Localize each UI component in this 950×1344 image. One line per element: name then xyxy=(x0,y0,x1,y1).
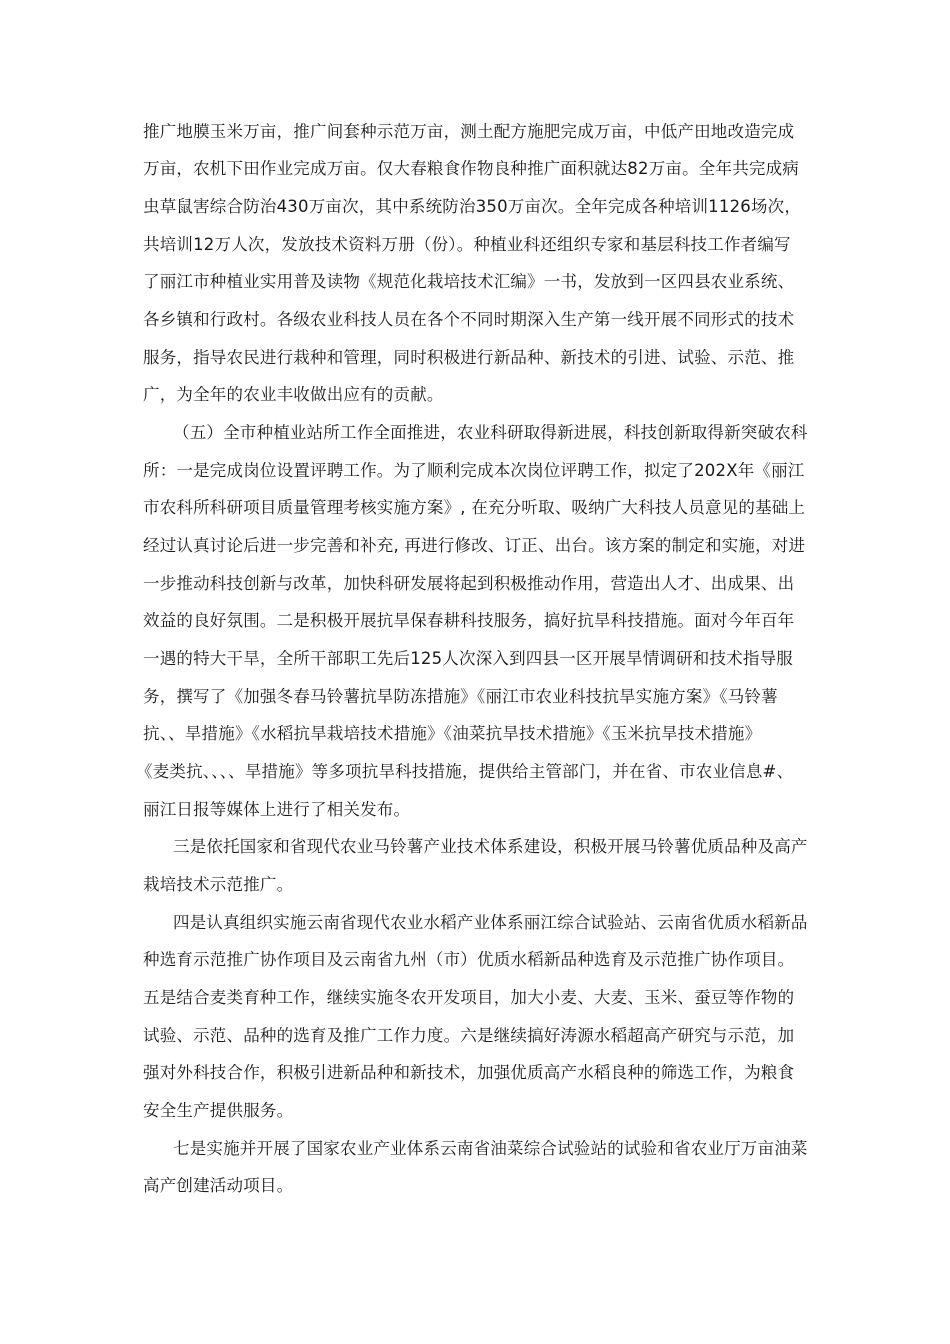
text-line: 《麦类抗、、、、旱措施》等多项抗旱科技措施，提供给主管部门，并在省、市农业信息#、 xyxy=(136,762,794,781)
text-line: 一遇的特大干旱，全所干部职工先后125人次深入到四县一区开展旱情调研和技术指导服 xyxy=(143,649,793,668)
text-line: 广，为全年的农业丰收做出应有的贡献。 xyxy=(143,385,444,404)
text-line: 虫草鼠害综合防治430万亩次，其中系统防治350万亩次。全年完成各种培训1126场次， xyxy=(143,197,802,216)
text-line: 丽江日报等媒体上进行了相关发布。 xyxy=(143,800,411,819)
text-line: 种选育示范推广协作项目及云南省九州（市）优质水稻新品种选育及示范推广协作项目。 xyxy=(143,950,795,969)
text-line: 安全生产提供服务。 xyxy=(143,1101,294,1120)
text-line: 试验、示范、品种的选育及推广工作力度。六是继续搞好涛源水稻超高产研究与示范，加 xyxy=(143,1026,795,1045)
text-line: 市农科所科研项目质量管理考核实施方案》, 在充分听取、吸纳广大科技人员意见的基础上 xyxy=(143,498,806,517)
text-line: 七是实施并开展了国家农业产业体系云南省油菜综合试验站的试验和省农业厅万亩油菜 xyxy=(173,1139,808,1158)
text-line: 推广地膜玉米万亩，推广间套种示范万亩，测土配方施肥完成万亩，中低产田地改造完成 xyxy=(143,122,795,141)
text-line: 务，撰写了《加强冬春马铃薯抗旱防冻措施》《丽江市农业科技抗旱实施方案》《马铃薯 xyxy=(143,687,778,706)
text-line: 各乡镇和行政村。各级农业科技人员在各个不同时期深入生产第一线开展不同形式的技术 xyxy=(143,310,795,329)
text-line: 三是依托国家和省现代农业马铃薯产业技术体系建设，积极开展马铃薯优质品种及高产 xyxy=(173,837,808,856)
text-line: 了丽江市种植业实用普及读物《规范化栽培技术汇编》一书，发放到一区四县农业系统、 xyxy=(143,272,795,291)
text-line: 强对外科技合作，积极引进新品种和新技术，加强优质高产水稻良种的筛选工作，为粮食 xyxy=(143,1063,795,1082)
text-line: 效益的良好氛围。二是积极开展抗旱保春耕科技服务，搞好抗旱科技措施。面对今年百年 xyxy=(143,611,795,630)
text-line: 万亩，农机下田作业完成万亩。仅大春粮食作物良种推广面积就达82万亩。全年共完成病 xyxy=(143,159,799,178)
text-line: 所：一是完成岗位设置评聘工作。为了顺利完成本次岗位评聘工作，拟定了202X年《丽江 xyxy=(143,461,805,480)
text-line: 服务，指导农民进行栽种和管理，同时积极进行新品种、新技术的引进、试验、示范、推 xyxy=(143,348,795,367)
text-line: 五是结合麦类育种工作，继续实施冬农开发项目，加大小麦、大麦、玉米、蚕豆等作物的 xyxy=(143,988,795,1007)
text-line: 一步推动科技创新与改革，加快科研发展将起到积极推动作用，营造出人才、出成果、出 xyxy=(143,574,795,593)
text-line: 栽培技术示范推广。 xyxy=(143,875,294,894)
text-line: 高产创建活动项目。 xyxy=(143,1176,294,1195)
text-line: （五）全市种植业站所工作全面推进，农业科研取得新进展，科技创新取得新突破农科 xyxy=(173,423,808,442)
text-line: 抗、、旱措施》《水稻抗旱栽培技术措施》《油菜抗旱技术措施》《玉米抗旱技术措施》 xyxy=(143,724,762,743)
text-line: 四是认真组织实施云南省现代农业水稻产业体系丽江综合试验站、云南省优质水稻新品 xyxy=(173,913,808,932)
text-line: 共培训12万人次，发放技术资料万册（份）。种植业科还组织专家和基层科技工作者编写 xyxy=(143,235,791,254)
text-line: 经过认真讨论后进一步完善和补充, 再进行修改、订正、出台。该方案的制定和实施，对进 xyxy=(143,536,806,555)
